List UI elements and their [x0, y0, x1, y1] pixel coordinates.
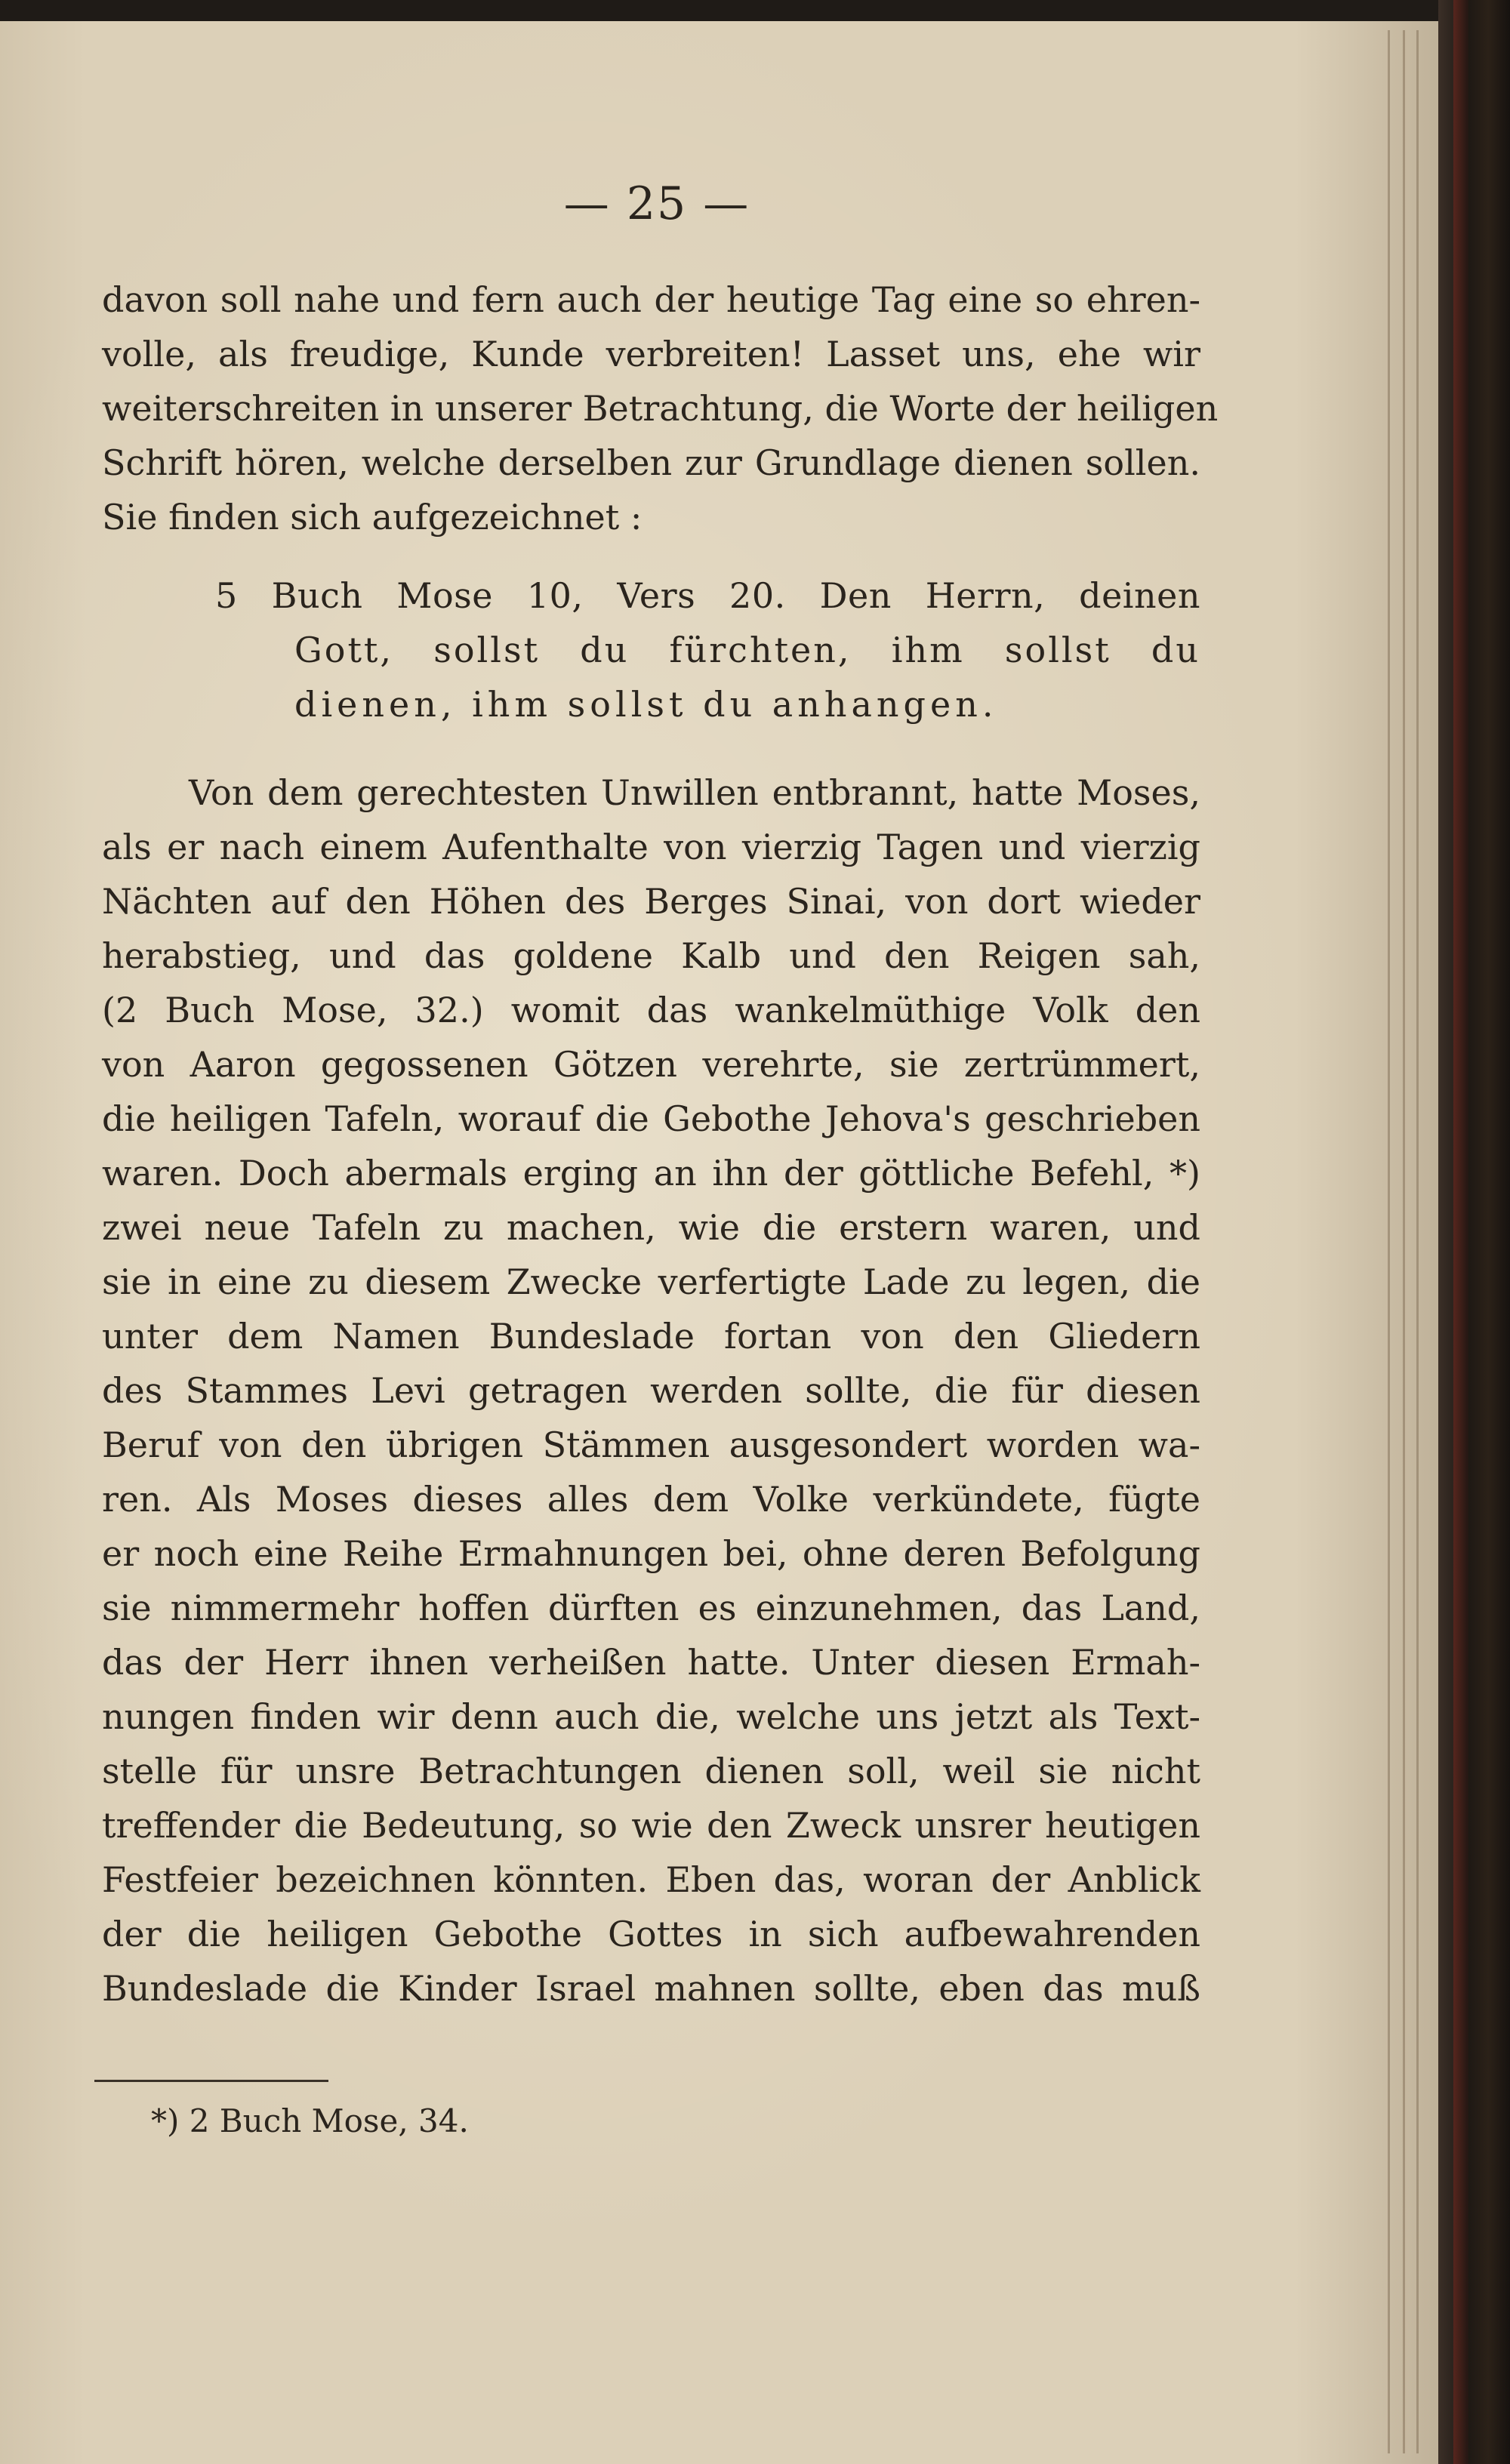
text-line: zwei neue Tafeln zu machen, wie die erstern waren, und — [102, 1207, 1200, 1248]
text-line: waren. Doch abermals erging an ihn der göttliche Befehl, *) — [102, 1153, 1200, 1194]
footnote: *) 2 Buch Mose, 34. — [151, 2102, 469, 2139]
text-line: stelle für unsre Betrachtungen dienen soll, weil sie nicht — [102, 1751, 1200, 1791]
text-line: Festfeier bezeichnen könnten. Eben das, woran der Anblick — [102, 1859, 1200, 1900]
book-binding — [1438, 0, 1510, 2464]
page-edge-line — [1416, 30, 1419, 2453]
text-line: Nächten auf den Höhen des Berges Sinai, von dort wieder — [102, 881, 1200, 922]
text-line: Bundeslade die Kinder Israel mahnen sollte, eben das muß — [102, 1968, 1200, 2009]
text-line: Sie finden sich aufgezeichnet : — [102, 497, 643, 537]
footnote-rule — [94, 2080, 328, 2082]
text-line: (2 Buch Mose, 32.) womit das wankelmüthige Volk den — [102, 990, 1200, 1030]
text-line: die heiligen Tafeln, worauf die Gebothe Jehova's geschrieben — [102, 1098, 1200, 1139]
page-number: — 25 — — [563, 177, 750, 230]
text-line: Beruf von den übrigen Stämmen ausgesondert worden wa- — [102, 1424, 1200, 1465]
binding-stripe — [1453, 0, 1468, 2464]
text-line: sie in eine zu diesem Zwecke verfertigte Lade zu legen, die — [102, 1261, 1200, 1302]
page-edge-line — [1388, 30, 1390, 2453]
text-line: Von dem gerechtesten Unwillen entbrannt, hatte Moses, — [189, 772, 1200, 813]
text-line: weiterschreiten in unserer Betrachtung, die Worte der heiligen — [102, 388, 1219, 429]
text-line: sie nimmermehr hoffen dürften es einzunehmen, das Land, — [102, 1588, 1200, 1628]
text-line: der die heiligen Gebothe Gottes in sich aufbewahrenden — [102, 1914, 1200, 1954]
text-line: er noch eine Reihe Ermahnungen bei, ohne deren Befolgung — [102, 1533, 1200, 1574]
page-edge-line — [1403, 30, 1405, 2453]
scripture-quote-line: 5 Buch Mose 10, Vers 20. Den Herrn, deinen — [215, 575, 1200, 616]
scripture-quote-line: dienen, ihm sollst du anhangen. — [294, 684, 998, 725]
text-line: Schrift hören, welche derselben zur Grundlage dienen sollen. — [102, 442, 1200, 483]
text-line: des Stammes Levi getragen werden sollte, die für diesen — [102, 1370, 1200, 1411]
text-line: volle, als freudige, Kunde verbreiten! Lasset uns, ehe wir — [102, 334, 1200, 374]
scripture-quote-line: Gott, sollst du fürchten, ihm sollst du — [294, 630, 1200, 670]
text-line: nungen finden wir denn auch die, welche uns jetzt als Text- — [102, 1696, 1200, 1737]
text-line: ren. Als Moses dieses alles dem Volke verkündete, fügte — [102, 1479, 1200, 1520]
text-line: von Aaron gegossenen Götzen verehrte, sie zertrümmert, — [102, 1044, 1200, 1085]
text-line: davon soll nahe und fern auch der heutige Tag eine so ehren- — [102, 279, 1200, 320]
text-line: das der Herr ihnen verheißen hatte. Unter diesen Ermah- — [102, 1642, 1200, 1683]
text-line: treffender die Bedeutung, so wie den Zweck unsrer heutigen — [102, 1805, 1200, 1846]
text-line: herabstieg, und das goldene Kalb und den Reigen sah, — [102, 935, 1200, 976]
text-line: unter dem Namen Bundeslade fortan von den Gliedern — [102, 1316, 1200, 1357]
text-line: als er nach einem Aufenthalte von vierzig Tagen und vierzig — [102, 827, 1200, 867]
